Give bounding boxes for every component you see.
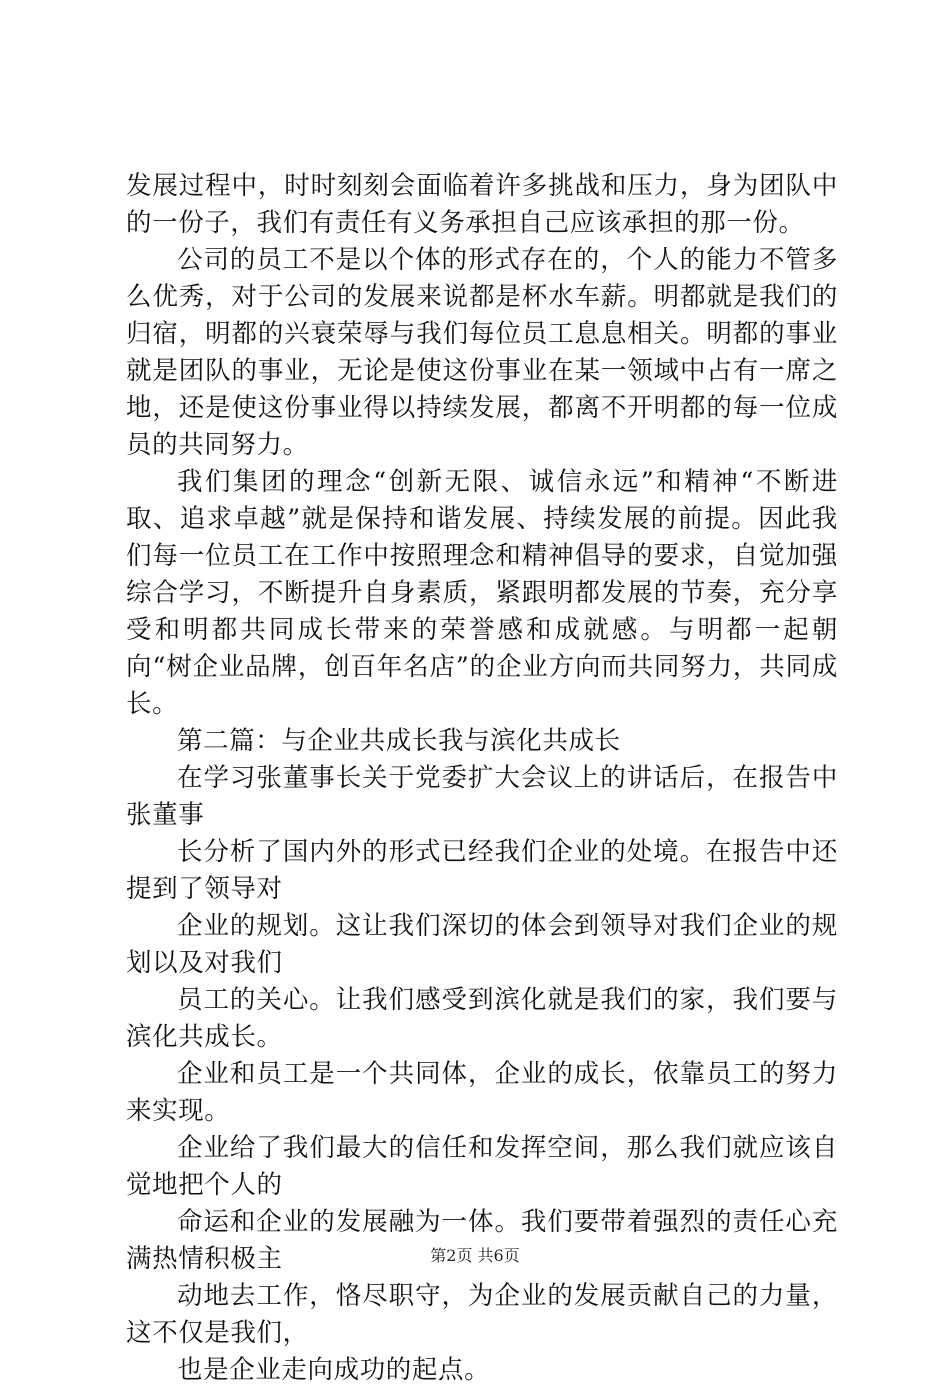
section-heading: 第二篇：与企业共成长我与滨化共成长 [177, 726, 621, 756]
paragraph: 我们集团的理念“创新无限、诚信永远”和精神“不断进取、追求卓越”就是保持和谐发展、持续发展的前提。因此我们每一位员工在工作中按照理念和精神倡导的要求，自觉加强综合学习，不断提升自身素质，紧跟明都发展的节奏，充分享受和明都共同成长带来的荣誉感和成就感。与明都一起朝向“树企业品牌，创百年名店”的企业方向而共同努力，共同成长。 [126, 467, 838, 719]
paragraph: 企业和员工是一个共同体，企业的成长，依靠员工的努力来实现。 [126, 1059, 838, 1126]
paragraph: 命运和企业的发展融为一体。我们要带着强烈的责任心充满热情积极主 [126, 1207, 838, 1274]
paragraph: 公司的员工不是以个体的形式存在的，个人的能力不管多么优秀，对于公司的发展来说都是杯水车薪。明都就是我们的归宿，明都的兴衰荣辱与我们每位员工息息相关。明都的事业就是团队的事业，无论是使这份事业在某一领域中占有一席之地，还是使这份事业得以持续发展，都离不开明都的每一位成员的共同努力。 [126, 245, 838, 460]
document-body [126, 168, 838, 1389]
paragraph-continuation: 发展过程中，时时刻刻会面临着许多挑战和压力，身为团队中的一份子，我们有责任有义务承担自己应该承担的那一份。 [126, 171, 838, 238]
paragraph: 长分析了国内外的形式已经我们企业的处境。在报告中还提到了领导对 [126, 837, 838, 904]
paragraph: 也是企业走向成功的起点。 [177, 1355, 491, 1385]
paragraph: 企业的规划。这让我们深切的体会到领导对我们企业的规划以及对我们 [126, 911, 838, 978]
paragraph: 员工的关心。让我们感受到滨化就是我们的家，我们要与滨化共成长。 [126, 985, 838, 1052]
paragraph: 在学习张董事长关于党委扩大会议上的讲话后，在报告中张董事 [126, 763, 838, 830]
paragraph: 动地去工作，恪尽职守，为企业的发展贡献自己的力量，这不仅是我们， [126, 1281, 838, 1348]
paragraph: 企业给了我们最大的信任和发挥空间，那么我们就应该自觉地把个人的 [126, 1133, 838, 1200]
page-number-footer: 第2页 共6页 [430, 1246, 520, 1265]
